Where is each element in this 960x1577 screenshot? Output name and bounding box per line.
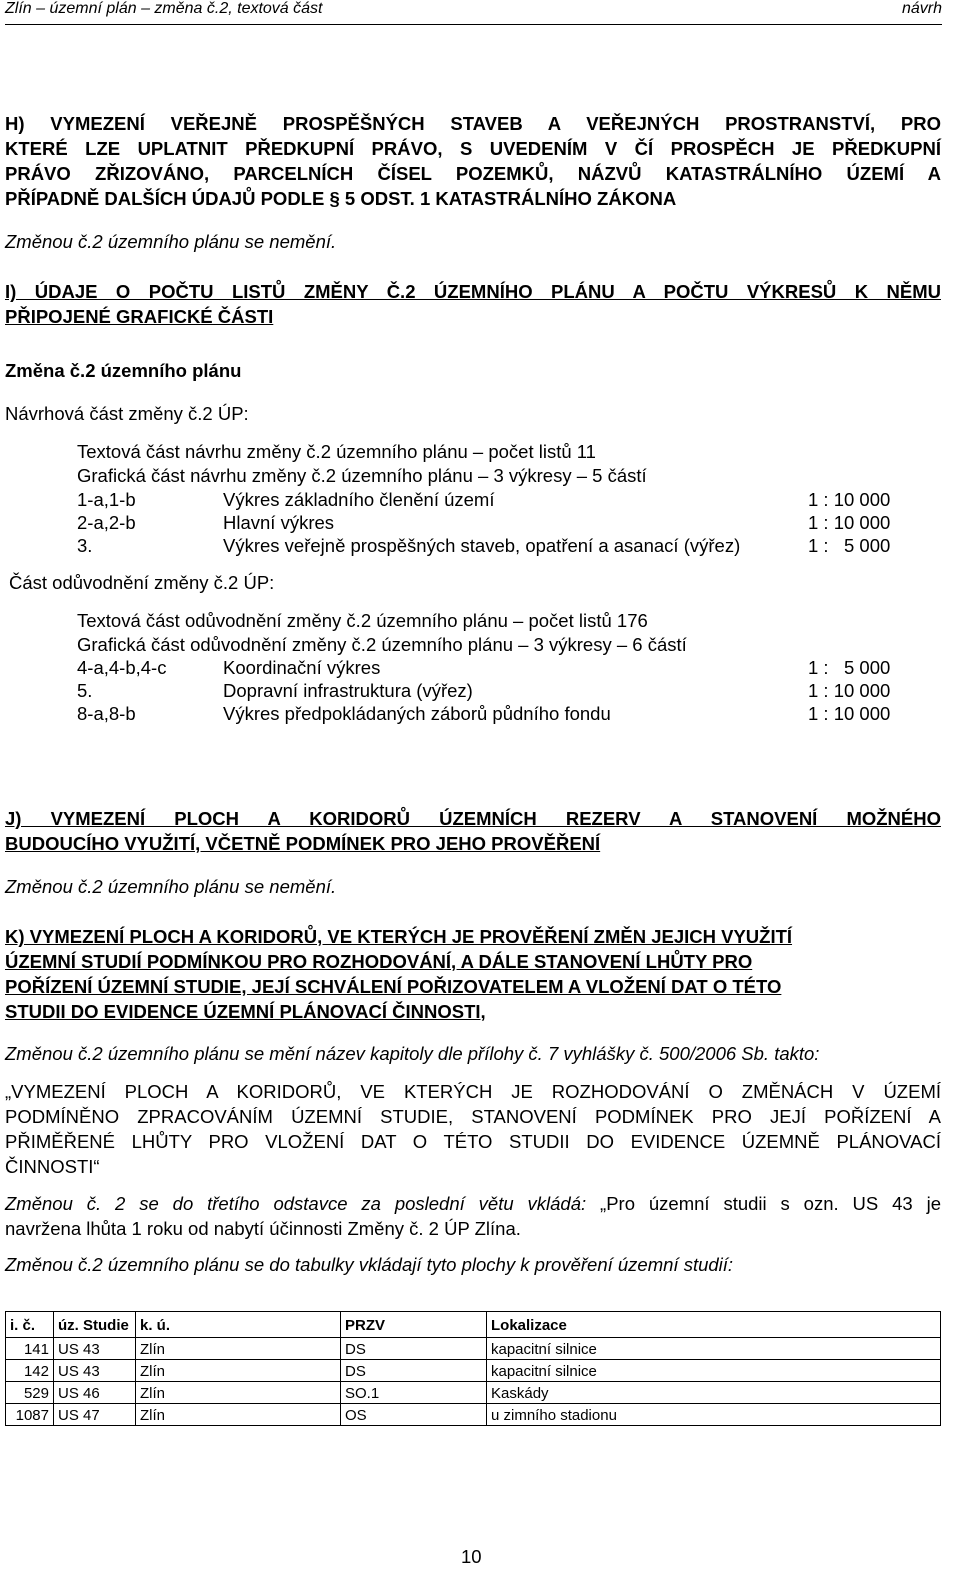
table-cell: US 46 xyxy=(54,1382,136,1404)
table-header-row xyxy=(6,1312,941,1338)
list-item xyxy=(77,703,890,726)
drawing-name: Výkres veřejně prospěšných staveb, opatření a asanací (výřez) xyxy=(223,535,741,556)
design-graphic-line: Grafická část návrhu změny č.2 územního plánu – 3 výkresy – 5 částí xyxy=(77,465,647,486)
table-cell: US 43 xyxy=(54,1360,136,1382)
section-h-note: Změnou č.2 územního plánu se nemění. xyxy=(5,231,337,252)
list-item xyxy=(77,680,890,703)
section-i-heading xyxy=(5,279,941,329)
column-header: úz. Studie xyxy=(54,1312,136,1338)
drawing-scale: 1 : 10 000 xyxy=(808,489,891,510)
heading-line: PRÁVO ZŘIZOVÁNO, PARCELNÍCH ČÍSEL POZEMKŮ, NÁZVŮ KATASTRÁLNÍHO ÚZEMÍ A xyxy=(5,163,941,184)
drawing-name: Hlavní výkres xyxy=(223,512,335,533)
heading-line: BUDOUCÍHO VYUŽITÍ, VČETNĚ PODMÍNEK PRO JEHO PROVĚŘENÍ xyxy=(5,833,601,854)
quote-line: PŘIMĚŘENÉ LHŮTY PRO VLOŽENÍ DAT O TÉTO STUDII DO EVIDENCE ÚZEMNĚ PLÁNOVACÍ xyxy=(5,1131,941,1152)
insert-intro: Změnou č. 2 se do třetího odstavce za poslední větu vkládá: xyxy=(5,1193,587,1214)
heading-line: POŘÍZENÍ ÚZEMNÍ STUDIE, JEJÍ SCHVÁLENÍ POŘIZOVATELEM A VLOŽENÍ DAT O TÉTO xyxy=(5,976,782,997)
table-cell: SO.1 xyxy=(341,1382,487,1404)
list-item xyxy=(77,489,890,512)
quote-line: PODMÍNĚNO ZPRACOVÁNÍM ÚZEMNÍ STUDIE, STANOVENÍ PODMÍNEK PRO JEJÍ POŘÍZENÍ A xyxy=(5,1106,941,1127)
table-cell: kapacitní silnice xyxy=(487,1360,941,1382)
page-number: 10 xyxy=(461,1546,482,1567)
section-h-heading xyxy=(5,111,941,211)
insert-text: „Pro územní studii s ozn. US 43 je xyxy=(586,1193,941,1214)
drawing-scale: 1 : 10 000 xyxy=(808,680,891,701)
justification-text-line: Textová část odůvodnění změny č.2 územního plánu – počet listů 176 xyxy=(77,610,648,631)
heading-line: PŘIPOJENÉ GRAFICKÉ ČÁSTI xyxy=(5,306,274,327)
heading-line: H) VYMEZENÍ VEŘEJNĚ PROSPĚŠNÝCH STAVEB A VEŘEJNÝCH PROSTRANSTVÍ, PRO xyxy=(5,113,941,134)
heading-line: KTERÉ LZE UPLATNIT PŘEDKUPNÍ PRÁVO, S UVEDENÍM V ČÍ PROSPĚCH JE PŘEDKUPNÍ xyxy=(5,138,941,159)
quote-line: ČINNOSTI“ xyxy=(5,1156,100,1177)
column-header: PRZV xyxy=(341,1312,487,1338)
design-text-line: Textová část návrhu změny č.2 územního plánu – počet listů 11 xyxy=(77,441,596,462)
table-cell: Zlín xyxy=(136,1360,341,1382)
drawing-scale: 1 : 10 000 xyxy=(808,703,891,724)
drawing-name: Výkres předpokládaných záborů půdního fondu xyxy=(223,703,611,724)
justification-drawings-list xyxy=(77,657,890,726)
table-cell: US 43 xyxy=(54,1338,136,1360)
column-header: i. č. xyxy=(6,1312,54,1338)
drawing-name: Dopravní infrastruktura (výřez) xyxy=(223,680,473,701)
studies-table xyxy=(5,1311,941,1426)
section-k-heading xyxy=(5,924,792,1024)
table-cell: DS xyxy=(341,1360,487,1382)
table-intro-note: Změnou č.2 územního plánu se do tabulky vkládají tyto plochy k prověření územní studií: xyxy=(5,1254,734,1275)
chapter-title-quote xyxy=(5,1079,941,1179)
heading-line: PŘÍPADNĚ DALŠÍCH ÚDAJŮ PODLE § 5 ODST. 1 KATASTRÁLNÍHO ZÁKONA xyxy=(5,188,677,209)
section-j-heading xyxy=(5,806,941,856)
drawing-id: 2-a,2-b xyxy=(77,512,136,533)
header-divider xyxy=(5,24,942,25)
table-row xyxy=(6,1404,941,1426)
heading-line: K) VYMEZENÍ PLOCH A KORIDORŮ, VE KTERÝCH JE PROVĚŘENÍ ZMĚN JEJICH VYUŽITÍ xyxy=(5,926,793,947)
drawing-id: 5. xyxy=(77,680,93,701)
list-item xyxy=(77,657,890,680)
table-cell: US 47 xyxy=(54,1404,136,1426)
heading-line: ÚZEMNÍ STUDIÍ PODMÍNKOU PRO ROZHODOVÁNÍ, A DÁLE STANOVENÍ LHŮTY PRO xyxy=(5,951,753,972)
table-cell: 529 xyxy=(6,1382,54,1404)
table-cell: kapacitní silnice xyxy=(487,1338,941,1360)
table-cell: u zimního stadionu xyxy=(487,1404,941,1426)
table-row xyxy=(6,1360,941,1382)
page-header-status: návrh xyxy=(901,0,942,17)
justification-graphic-line: Grafická část odůvodnění změny č.2 územního plánu – 3 výkresy – 6 částí xyxy=(77,634,687,655)
list-item xyxy=(77,535,890,558)
drawing-name: Koordinační výkres xyxy=(223,657,381,678)
design-drawings-list xyxy=(77,489,890,558)
drawing-scale: 1 : 5 000 xyxy=(808,657,891,678)
page-header-title: Zlín – územní plán – změna č.2, textová část xyxy=(5,0,323,17)
table-cell: Kaskády xyxy=(487,1382,941,1404)
insert-text: navržena lhůta 1 roku od nabytí účinnosti Změny č. 2 ÚP Zlína. xyxy=(5,1218,521,1239)
table-cell: Zlín xyxy=(136,1338,341,1360)
column-header: Lokalizace xyxy=(487,1312,941,1338)
table-row xyxy=(6,1382,941,1404)
list-item xyxy=(77,512,890,535)
quote-line: „VYMEZENÍ PLOCH A KORIDORŮ, VE KTERÝCH JE ROZHODOVÁNÍ O ZMĚNÁCH V ÚZEMÍ xyxy=(5,1081,941,1102)
table-cell: 1087 xyxy=(6,1404,54,1426)
drawing-name: Výkres základního členění území xyxy=(223,489,495,510)
table-cell: Zlín xyxy=(136,1382,341,1404)
table-cell: 142 xyxy=(6,1360,54,1382)
drawing-id: 4-a,4-b,4-c xyxy=(77,657,167,678)
insert-paragraph xyxy=(5,1191,941,1241)
drawing-id: 3. xyxy=(77,535,93,556)
drawing-scale: 1 : 5 000 xyxy=(808,535,891,556)
table-cell: DS xyxy=(341,1338,487,1360)
drawing-id: 1-a,1-b xyxy=(77,489,136,510)
heading-line: STUDII DO EVIDENCE ÚZEMNÍ PLÁNOVACÍ ČINNOSTI, xyxy=(5,1001,486,1022)
drawing-id: 8-a,8-b xyxy=(77,703,136,724)
heading-line: I) ÚDAJE O POČTU LISTŮ ZMĚNY Č.2 ÚZEMNÍHO PLÁNU A POČTU VÝKRESŮ K NĚMU xyxy=(5,281,941,302)
table-cell: OS xyxy=(341,1404,487,1426)
section-j-note: Změnou č.2 územního plánu se nemění. xyxy=(5,876,337,897)
table-cell: 141 xyxy=(6,1338,54,1360)
table-cell: Zlín xyxy=(136,1404,341,1426)
column-header: k. ú. xyxy=(136,1312,341,1338)
justification-part-label: Část odůvodnění změny č.2 ÚP: xyxy=(9,572,275,593)
design-part-label: Návrhová část změny č.2 ÚP: xyxy=(5,403,249,424)
heading-line: J) VYMEZENÍ PLOCH A KORIDORŮ ÚZEMNÍCH REZERV A STANOVENÍ MOŽNÉHO xyxy=(5,808,941,829)
section-i-subtitle: Změna č.2 územního plánu xyxy=(5,360,242,381)
table-row xyxy=(6,1338,941,1360)
drawing-scale: 1 : 10 000 xyxy=(808,512,891,533)
section-k-note: Změnou č.2 územního plánu se mění název kapitoly dle přílohy č. 7 vyhlášky č. 500/2006 Sb. takto: xyxy=(5,1043,820,1064)
